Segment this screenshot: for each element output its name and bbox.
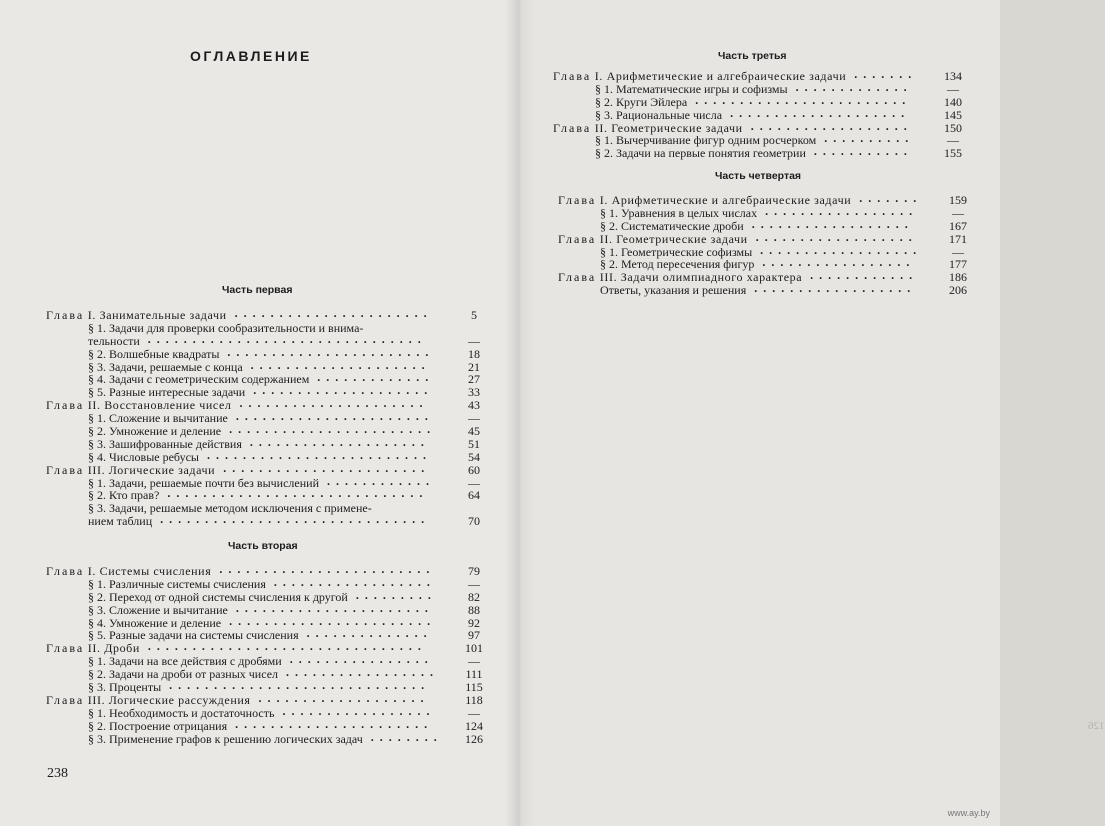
section-title: § 4. Задачи с геометрическим содержанием [88,372,310,387]
section-title: § 2. Задачи на первые понятия геометрии [595,146,806,161]
leader-dots: ............................. [167,486,429,501]
chapter-label: Глава [558,193,597,207]
page-ref: 43 [468,398,480,413]
page-ref: — [947,133,959,148]
right-page [518,0,1105,826]
page-number: 238 [47,766,68,781]
page-ref: 21 [468,359,480,374]
page-ref: 206 [949,283,967,298]
leader-dots: .................... [249,434,430,449]
leader-dots: ....... [859,191,923,205]
part-one-heading: Часть первая [222,284,293,296]
chapter-label: Глава [46,641,85,656]
leader-dots: .............. [306,626,433,641]
section-title: § 2. Переход от одной системы счисления к другой [88,589,348,604]
section-title: § 2. Построение отрицания [88,718,228,733]
leader-dots: ................. [282,703,436,718]
page-ref: 82 [468,589,480,604]
chapter-title: II. Восстановление чисел [87,398,232,413]
leader-dots: .................... [253,383,434,398]
chapter-label: Глава [558,231,597,246]
section-title: § 4. Умножение и деление [88,615,222,630]
page-ref: 140 [944,94,962,109]
page-ref: 33 [468,385,480,400]
section-title: § 1. Задачи на все действия с дробями [88,654,282,669]
chapter-title: I. Арифметические и алгебраические задачи [594,69,847,83]
leader-dots: ......... [355,587,437,602]
section-entry [46,729,494,746]
page-ref: 134 [944,69,962,83]
section-title: § 3. Рациональные числа [595,107,723,122]
leader-dots: ........................ [219,562,436,576]
section-title: § 1. Различные системы счисления [88,576,266,591]
leader-dots: ....................... [229,422,437,437]
section-title: § 1. Вычерчивание фигур одним росчерком [595,133,817,148]
page-ref: 118 [465,692,483,707]
leader-dots: ................... [258,690,430,705]
leader-dots: .................... [730,105,911,120]
part-three-heading: Часть третья [718,50,787,62]
section-title: § 1. Уравнения в целых числах [600,205,758,220]
leader-dots: ............................... [147,639,427,654]
page-ref: — [468,475,480,490]
chapter-label: Глава [46,308,85,322]
leader-dots: ..................... [239,396,429,411]
leader-dots: ...................... [235,716,434,731]
chapter-title: III. Логические рассуждения [87,692,251,707]
leader-dots: ............................. [169,678,431,693]
chapter-label: Глава [553,120,592,135]
page-ref: — [952,205,964,220]
page-ref: 18 [468,346,480,361]
leader-dots: ....................... [223,460,431,475]
chapter-label: Глава [46,692,85,707]
section-title: § 2. Кто прав? [88,488,160,503]
page-ref: 186 [949,270,967,285]
section-title: § 5. Разные задачи на системы счисления [88,628,299,643]
leader-dots: ...................... [235,600,434,615]
page-ref: 54 [468,449,480,464]
leader-dots: .......... [824,131,915,146]
leader-dots: .................. [755,229,918,244]
section-title: § 2. Систематические дроби [600,218,744,233]
section-entry [553,144,973,161]
page-ref: 27 [468,372,480,387]
section-title: § 3. Проценты [88,680,162,695]
watermark: www.ay.by [947,808,990,818]
leader-dots: .............................. [160,512,431,527]
page-ref: 88 [468,602,480,617]
page-ref: 45 [468,424,480,439]
section-title: § 2. Метод пересечения фигур [600,257,755,272]
page-ref: — [468,654,480,669]
leader-dots: ................ [289,652,434,667]
leader-dots: ............................... [147,331,427,346]
page-ref: 51 [468,436,480,451]
leader-dots: ............ [810,268,919,283]
leader-dots: ........ [370,729,443,744]
page-ref: — [952,244,964,259]
leader-dots: ......................... [206,447,432,462]
page-ref: 115 [465,680,483,695]
leader-dots: ........................ [695,92,912,107]
section-title-continued: нием таблиц [88,514,153,529]
section-title: § 2. Задачи на дроби от разных чисел [88,667,279,682]
chapter-title: I. Занимательные задачи [87,308,227,322]
chapter-label: Глава [558,270,597,285]
leader-dots: .................. [750,118,913,133]
leader-dots: ................. [765,203,919,218]
left-page [0,0,518,826]
leader-dots: ............. [795,79,913,94]
page-ref: 159 [949,193,967,207]
page-ref: 124 [465,718,483,733]
page-ref: — [468,333,480,348]
page-ref: — [468,411,480,426]
section-title: § 2. Волшебные квадраты [88,346,220,361]
toc-part-one [46,306,494,529]
toc-part-three [553,67,973,161]
leader-dots: ....................... [227,344,435,359]
page-ref: — [468,576,480,591]
leader-dots: ....................... [229,613,437,628]
chapter-label: Глава [46,564,85,578]
toc-part-two [46,562,494,746]
chapter-title: I. Арифметические и алгебраические задачи [599,193,852,207]
chapter-title: I. Системы счисления [87,564,212,578]
bleed-through-text: 126 [1088,720,1105,732]
toc-part-four [558,191,978,298]
page-ref: 5 [471,308,477,322]
section-title: § 2. Умножение и деление [88,424,222,439]
chapter-label: Глава [46,462,85,477]
page-ref: 145 [944,107,962,122]
leader-dots: ................. [762,255,916,270]
leader-dots: ................. [286,665,440,680]
page-ref: 171 [949,231,967,246]
page-ref: 70 [468,514,480,529]
page-ref: 177 [949,257,967,272]
section-title: § 3. Сложение и вычитание [88,602,228,617]
section-title: § 1. Геометрические софизмы [600,244,753,259]
chapter-label: Глава [46,398,85,413]
chapter-title: II. Дроби [87,641,140,656]
page-ref: 97 [468,628,480,643]
part-two-heading: Часть вторая [228,540,298,552]
chapter-title: II. Геометрические задачи [599,231,748,246]
page-ref: — [947,81,959,96]
part-four-heading: Часть четвертая [715,170,802,182]
page-ref: 64 [468,488,480,503]
chapter-title: III. Задачи олимпиадного характера [599,270,803,285]
section-entry [46,512,494,529]
section-title: § 1. Задачи, решаемые почти без вычислений [88,475,320,490]
section-entry [558,281,978,298]
page-ref: 155 [944,146,962,161]
section-title: § 1. Математические игры и софизмы [595,81,788,96]
leader-dots: .................... [250,357,431,372]
leader-dots: ........... [813,144,913,159]
section-title: § 5. Разные интересные задачи [88,385,246,400]
page-ref: 60 [468,462,480,477]
chapter-entry [46,306,494,322]
leader-dots: .................. [760,242,923,257]
leader-dots: ....... [854,67,918,81]
page-ref: 167 [949,218,967,233]
page-ref: 150 [944,120,962,135]
page-ref: 79 [468,564,480,578]
section-title: § 1. Сложение и вычитание [88,411,228,426]
leader-dots: ............ [327,473,436,488]
leader-dots: .................. [754,281,917,296]
section-title-continued: тельности [88,333,140,348]
page-ref: 126 [465,731,483,746]
section-title: § 3. Применение графов к решению логических задач [88,731,363,746]
leader-dots: .................. [273,574,436,589]
section-title: § 4. Числовые ребусы [88,449,199,464]
page-title: ОГЛАВЛЕНИЕ [190,48,312,64]
page-ref: 111 [465,667,483,682]
page-ref: 92 [468,615,480,630]
section-title: § 3. Задачи, решаемые методом исключения с примене- [88,501,372,516]
page-ref: — [468,705,480,720]
leader-dots: .................. [751,216,914,231]
leader-dots: ...................... [234,306,433,320]
section-title: Ответы, указания и решения [600,283,747,298]
section-title: § 3. Зашифрованные действия [88,436,242,451]
chapter-label: Глава [553,69,592,83]
page-ref: 101 [465,641,483,656]
section-title: § 1. Задачи для проверки сообразительности и внима- [88,320,364,335]
chapter-title: II. Геометрические задачи [594,120,743,135]
section-title: § 3. Задачи, решаемые с конца [88,359,243,374]
leader-dots: ............. [317,370,435,385]
leader-dots: ...................... [235,409,434,424]
section-title: § 2. Круги Эйлера [595,94,688,109]
section-title: § 1. Необходимость и достаточность [88,705,275,720]
chapter-title: III. Логические задачи [87,462,216,477]
